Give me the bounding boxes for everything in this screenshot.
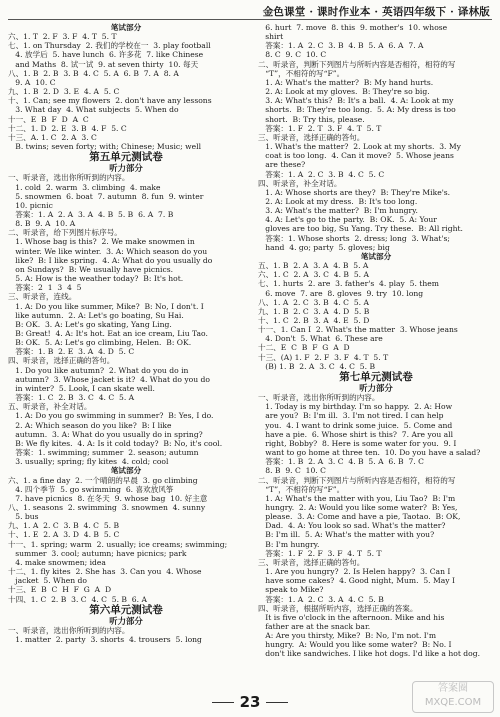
listening-heading: 听力部分: [109, 163, 143, 174]
watermark-line1: 答案圈: [438, 683, 468, 694]
answer-line: 十二、E C B F G A D: [258, 343, 350, 353]
answer-line: 1. What's the matter? 2. Look at my shorts. 3. My: [258, 142, 461, 152]
answer-line: 二、听录音，给下列图片标序号。: [8, 228, 122, 238]
watermark-line2: MXQE.COM: [424, 697, 482, 708]
answer-line: 1. Are you hungry? 2. Is Helen happy? 3. Can I: [258, 567, 451, 577]
answer-line: 十二、1. fly kites 2. She has 3. Can you 4. Whose: [8, 567, 202, 577]
listening-heading: 听力部分: [109, 615, 143, 626]
right-column: [258, 23, 494, 659]
answer-line: 八、1. seasons 2. swimming 3. snowmen 4. sunny: [8, 502, 206, 512]
answer-line: 8. B 9. C 10. C: [258, 466, 326, 476]
answer-line: 4. Don't 5. What 6. These are: [258, 334, 383, 344]
answer-line: 九、1. A 2. C 3. B 4. C 5. B: [8, 521, 120, 531]
answer-line: 1. A: Whose shorts are they? B: They're Mike's.: [258, 187, 451, 197]
section-heading: 笔试部分: [110, 23, 142, 32]
answer-line: 一、听录音，选出你所听到的内容。: [8, 173, 130, 183]
answer-line: 3. A: What's the matter? B: I'm hungry.: [258, 206, 418, 216]
answer-line: 六、1. C 2. A 3. C 4. B 5. A: [258, 270, 369, 280]
answer-line: 1. A: What's the matter with you, Liu Tao? B: I'm: [258, 493, 456, 503]
answer-line: 六、1. T 2. F 3. F 4. T 5. T: [8, 32, 117, 42]
answer-line: winter. We like winter. 3. A: Which season do you: [8, 246, 208, 256]
answer-line: 1. A: What's the matter? B: My hand hurts.: [258, 77, 434, 87]
answer-line: Dad. 4. A: You look so sad. What's the matter?: [258, 521, 446, 531]
answer-line: 1. A: Do you go swimming in summer? B: Yes, I do.: [8, 411, 214, 421]
answer-line: like autumn. 2. A: Let's go boating, Su Hai.: [8, 310, 184, 320]
answer-line: hungry. 2. A: Would you like some water? B: Yes,: [258, 502, 458, 512]
answer-line: 五、1. B 2. A 3. A 4. B 5. A: [258, 261, 369, 271]
answer-line: 3. What day 4. What subjects 5. When do: [8, 105, 179, 115]
answer-line: summer 3. cool; autumn; have picnics; park: [8, 548, 187, 558]
answer-line: 7. have picnics 8. 在冬天 9. whose bag 10. 好主意: [8, 493, 208, 503]
answer-line: 二、听录音，判断下列图片与所听内容是否相符，相符的写: [258, 59, 456, 69]
answer-line: in winter? 5. Look, I can skate well.: [8, 383, 155, 393]
answer-line: 四、听录音，补全对话。: [258, 178, 342, 188]
answer-line: autumn. 3. A: What do you usually do in spring?: [8, 429, 203, 439]
answer-line: 七、1. hurts 2. are 3. father's 4. play 5. them: [258, 279, 439, 289]
answer-line: on Sundays? B: We usually have picnics.: [8, 264, 174, 274]
answer-line: 九、1. B 2. D 3. E 4. A 5. C: [8, 87, 120, 97]
answer-line: “T”，不相符的写“F”。: [258, 68, 345, 78]
answer-line: 四、听录音，根据所听内容，选择正确的答案。: [258, 603, 418, 613]
answer-line: don't like sandwiches. I like hot dogs. I'd like a hot dog.: [258, 649, 480, 659]
answer-line: 十三、E B C H F G A D: [8, 585, 112, 595]
answer-line: 8. B 9. A 10. A: [8, 219, 76, 229]
answer-line: 三、听录音，选择正确的答句。: [258, 557, 365, 567]
answer-line: 答案：1. A 2. A 3. A 4. B 5. B 6. A 7. B: [8, 209, 174, 219]
answer-line: 十、1. C 2. B 3. A 4. E 5. D: [258, 316, 370, 325]
listening-heading: 听力部分: [359, 382, 393, 393]
answer-line: 七、1. on Thursday 2. 我们的学校在一 3. play football: [8, 41, 211, 51]
answer-line: (B) 1. B 2. A 3. C 4. C 5. B: [258, 361, 376, 371]
answer-line: B: OK. 5. A: Let's go climbing, Helen. B: OK.: [8, 338, 192, 348]
answer-line: 十三、(A) 1. F 2. F 3. F 4. T 5. T: [258, 352, 389, 362]
answer-line: 4. A: Let's go to the party. B: OK. 5. A: Your: [258, 215, 437, 225]
answer-line: short. B: Try this, please.: [258, 114, 365, 124]
answer-line: 十二、1. D 2. E 3. B 4. F 5. C: [8, 123, 127, 133]
section-heading: 笔试部分: [110, 466, 142, 476]
answer-line: 答案：1. A 2. C 3. A 4. C 5. B: [258, 594, 384, 604]
answer-line: speak to Mike?: [258, 585, 324, 595]
answer-line: are you? B: I'm ill. 3. I'm not tired. I can help: [258, 411, 444, 421]
answer-line: 三、听录音，选择正确的答句。: [258, 132, 365, 142]
answer-line: 答案：1. F 2. T 3. F 4. T 5. T: [258, 123, 382, 133]
answer-line: have a pie. 6. Whose shirt is this? 7. Are you all: [258, 429, 454, 439]
answer-line: 5. snowmen 6. boat 7. autumn 8. fun 9. winter: [8, 191, 204, 201]
answer-line: B: OK. 3. A: Let's go skating, Yang Ling.: [8, 319, 172, 329]
answer-line: hand 4. go; party 5. gloves; big: [258, 242, 390, 252]
answer-line: 1. A: Do you like summer, Mike? B: No, I don't. I: [8, 301, 204, 311]
answer-line: 2. A: Look at my gloves. B: They're so big.: [258, 87, 430, 97]
answer-line: 答案：1. Whose shorts 2. dress; long 3. What's;: [258, 233, 450, 243]
answer-line: B: We fly kites. 4. A: Is it cold today? B: No, it's cool.: [8, 438, 223, 448]
answer-line: It is five o'clock in the afternoon. Mike and his: [258, 612, 445, 622]
answer-line: 1. Today is my birthday. I'm so happy. 2. A: How: [258, 402, 453, 412]
answer-line: “T”，不相符的写“F”。: [258, 484, 345, 494]
answer-line: 3. usually; spring; fly kites 4. cold; cool: [8, 457, 169, 467]
answer-line: 2. A: Look at my dress. B: It's too long.: [258, 196, 418, 206]
answer-line: B. twins; seven forty; with; Chinese; Music; well: [8, 142, 201, 152]
answer-line: 1. Do you like autumn? 2. What do you do in: [8, 365, 189, 375]
unit-title: 第六单元测试卷: [89, 603, 163, 616]
answer-line: 八、1. B 2. B 3. B 4. C 5. A 6. B 7. A 8. A: [8, 68, 179, 78]
answer-line: 3. A: What's this? B: It's a ball. 4. A: Look at my: [258, 96, 454, 106]
answer-line: 答案：1. F 2. F 3. F 4. T 5. T: [258, 548, 382, 558]
answer-line: 答案：1. B 2. A 3. C 4. B 5. A 6. B 7. C: [258, 457, 424, 467]
answer-line: like? B: I like spring. 4. A: What do you usually do: [8, 255, 213, 265]
answer-line: 四、听录音，选择正确的答句。: [8, 356, 115, 366]
answer-line: A: Are you thirsty, Mike? B: No, I'm not. I'm: [258, 631, 437, 641]
answer-line: 8. C 9. C 10. C: [258, 50, 327, 60]
answer-line: B: I'm ill. 5. A: What's the matter with you?: [258, 530, 435, 540]
answer-line: shorts. B: They're too long. 5. A: My dress is too: [258, 105, 456, 115]
answer-line: 4. 四个季节 5. go swimming 6. 喜欢放风筝: [8, 484, 174, 494]
answer-line: 4. make snowmen; idea: [8, 557, 106, 567]
answer-line: 十一、1. spring; warm 2. usually; ice creams; swimming;: [8, 539, 228, 549]
answer-line: please. 3. A: Come and have a pie, Taotao. B: OK,: [258, 512, 461, 522]
answer-line: 2. A: Which season do you like? B: I like: [8, 420, 172, 430]
answer-line: 1. Whose bag is this? 2. We make snowmen in: [8, 237, 195, 247]
answer-line: 十、1. Can; see my flowers 2. don't have any lessons: [8, 96, 212, 106]
answer-line: gloves are too big, Su Yang. Try these. B: All right.: [258, 224, 463, 234]
answer-line: 十三、A. 1. C 2. A 3. C: [8, 132, 97, 142]
answer-line: 十、1. E 2. A 3. D 4. B 5. C: [8, 530, 120, 540]
answer-line: 6. hurt 7. move 8. this 9. mother's 10. whose: [258, 23, 448, 32]
answer-line: B: I'm hungry.: [258, 539, 320, 549]
answer-line: 答案：1. swimming; summer 2. season; autumn: [8, 448, 199, 458]
answer-line: are these?: [258, 160, 306, 170]
unit-title: 第五单元测试卷: [89, 151, 163, 164]
section-heading: 笔试部分: [360, 251, 392, 261]
answer-line: 五、听录音，补全对话。: [8, 402, 92, 412]
answer-line: and Maths 8. 试一试 9. at seven thirty 10. 每天: [8, 59, 199, 69]
answer-line: coat is too long. 4. Can it move? 5. Whose jeans: [258, 151, 454, 161]
answer-line: father are at the snack bar.: [258, 622, 371, 631]
answer-line: 十四、1. C 2. B 3. C 4. C 5. B 6. A: [8, 594, 147, 604]
header-rule: [8, 19, 492, 20]
answer-line: 十一、E B F D A C: [8, 114, 89, 124]
answer-line: 十一、1. Can I 2. What's the matter 3. Whose jeans: [258, 325, 458, 335]
page-number: 23: [0, 693, 500, 711]
answer-line: 答案：1. A 2. C 3. B 4. B 5. A 6. A 7. A: [258, 41, 424, 51]
answer-line: autumn? 3. Whose jacket is it? 4. What do you do: [8, 374, 210, 384]
answer-line: hungry. A: Would you like some water? B: No. I: [258, 640, 452, 650]
answer-line: right, Bobby? 8. Here is some water for you. 9. I: [258, 438, 457, 448]
left-column: [8, 23, 244, 644]
answer-line: 三、听录音，连线。: [8, 292, 77, 302]
unit-title: 第七单元测试卷: [339, 370, 413, 383]
answer-line: jacket 5. When do: [8, 576, 87, 586]
answer-line: 1. cold 2. warm 3. climbing 4. make: [8, 182, 161, 192]
page-header: 金色课堂 · 课时作业本 · 英语四年级下 · 译林版: [262, 6, 490, 18]
answer-line: 六、1. a fine day 2. 一个晴朗的早晨 3. go climbing: [8, 475, 198, 485]
answer-line: 6. move 7. are 8. gloves 9. try 10. long: [258, 288, 424, 298]
answer-line: 一、听录音，选出你所听到的内容。: [8, 625, 130, 635]
answer-line: 答案：1. A 2. C 3. B 4. C 5. C: [258, 169, 385, 179]
answer-line: 1. matter 2. party 3. shorts 4. trousers 5. long: [8, 635, 202, 644]
watermark: [412, 681, 494, 713]
answer-line: 答案：1. C 2. B 3. C 4. C 5. A: [8, 393, 135, 403]
answer-line: 5. A: How is the weather today? B: It's hot.: [8, 274, 184, 284]
answer-line: 二、听录音，判断下列图片与所听内容是否相符，相符的写: [258, 475, 456, 485]
answer-line: 八、1. A 2. C 3. B 4. C 5. A: [258, 297, 369, 307]
answer-line: 4. 放学后 5. have lunch 6. 许多花 7. like Chinese: [8, 50, 204, 60]
answer-line: 答案：1. B 2. E 3. A 4. D 5. C: [8, 347, 135, 357]
answer-line: 5. bus: [8, 512, 39, 522]
answer-line: B: Great! 4. A: It's hot. Eat an ice cream, Liu Tao.: [8, 329, 208, 338]
answer-line: 九、1. B 2. C 3. A 4. D 5. B: [258, 306, 370, 316]
answer-line: 9. A 10. C: [8, 77, 56, 87]
answer-line: you. 4. I want to drink some juice. 5. Come and: [258, 420, 453, 430]
answer-line: want to go home at three ten. 10. Do you have a salad?: [258, 448, 481, 458]
answer-line: 答案：2 1 3 4 5: [8, 283, 82, 293]
answer-line: 10. picnic: [8, 200, 53, 210]
answer-line: shirt: [258, 32, 284, 42]
answer-line: have some cakes? 4. Good night, Mum. 5. May I: [258, 576, 455, 586]
answer-line: 一、听录音，选出你所听到的内容。: [258, 393, 380, 403]
